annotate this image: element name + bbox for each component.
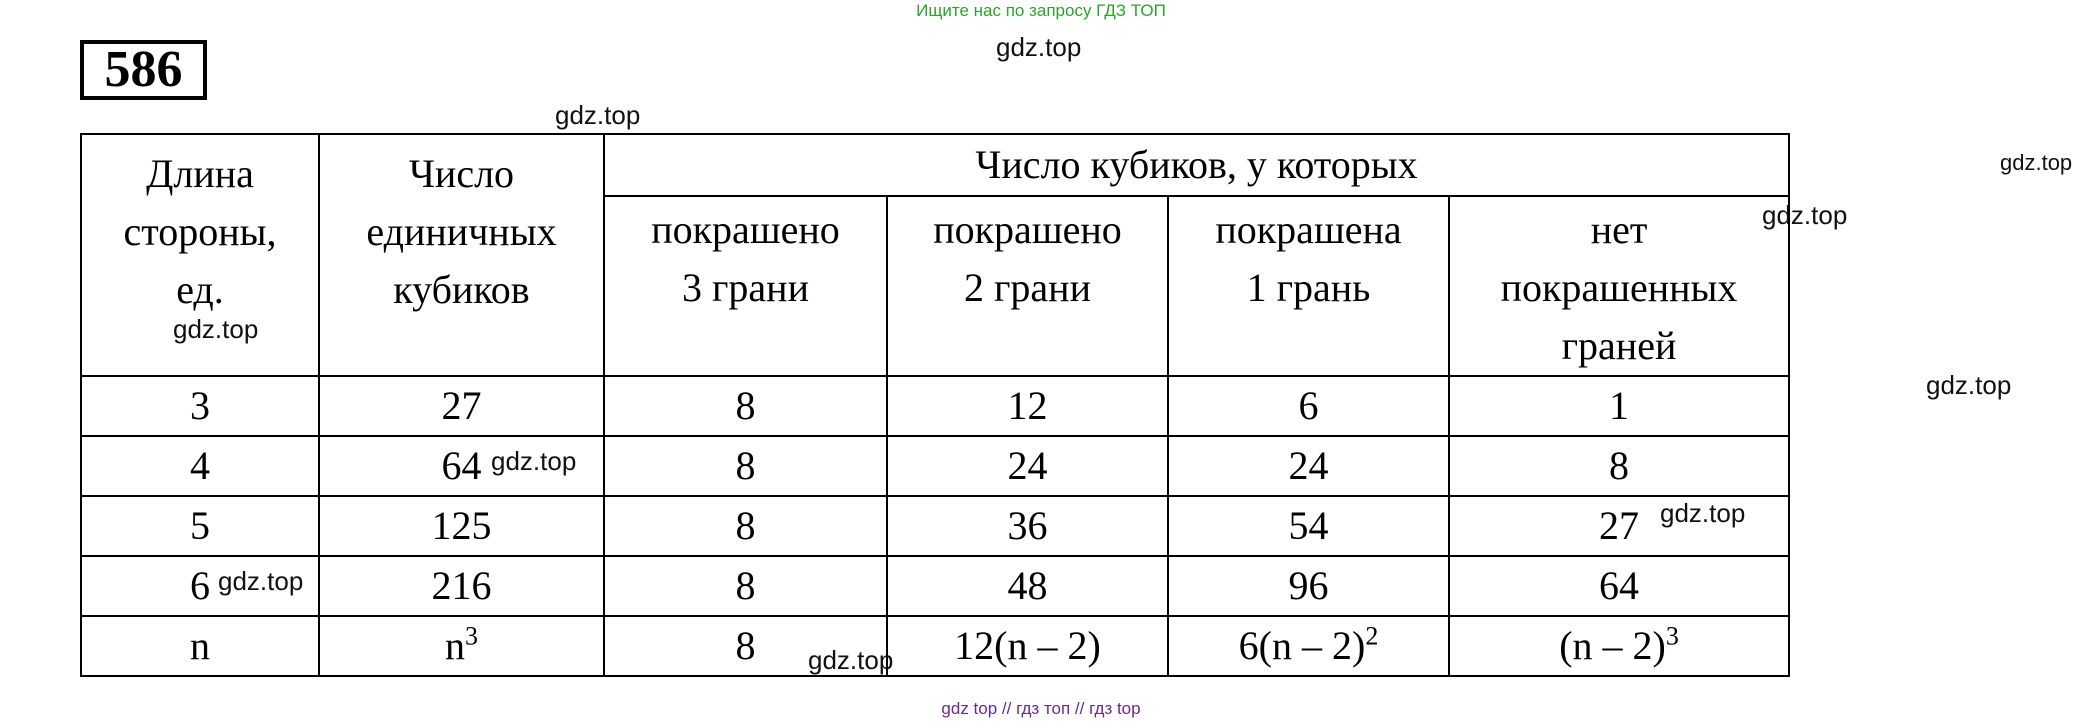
cell-three: 8	[604, 556, 887, 616]
watermark: gdz.top	[555, 100, 641, 130]
table-row	[81, 496, 1789, 556]
cell-side: 3	[81, 376, 319, 436]
cell-three: 8	[604, 436, 887, 496]
cell-two: 12(n – 2)	[887, 616, 1168, 676]
cell-none: 64	[1449, 556, 1789, 616]
cell-one: 54	[1168, 496, 1449, 556]
cell-total: 27	[319, 376, 604, 436]
header-painted-1: покрашена 1 грань	[1168, 196, 1449, 376]
watermark: gdz.top	[1926, 370, 2012, 400]
cell-total: 125	[319, 496, 604, 556]
watermark: gdz.top	[491, 446, 577, 476]
header-painted-2: покрашено 2 грани	[887, 196, 1168, 376]
cell-side: 4	[81, 436, 319, 496]
watermark: gdz.top	[1762, 200, 1848, 230]
table-row	[81, 436, 1789, 496]
table-row-general	[81, 616, 1789, 676]
cell-side: n	[81, 616, 319, 676]
cell-side: 5	[81, 496, 319, 556]
footer-links: gdz top // гдз топ // гдз top	[941, 699, 1141, 718]
cell-one: 6	[1168, 376, 1449, 436]
cell-side: 6	[81, 556, 319, 616]
watermark: gdz.top	[996, 32, 1082, 62]
watermark: gdz.top	[173, 314, 259, 344]
cell-two: 24	[887, 436, 1168, 496]
watermark: gdz.top	[2000, 150, 2073, 175]
watermark: gdz.top	[1660, 498, 1746, 528]
cell-one: 6(n – 2)$^2$	[1168, 616, 1449, 676]
cell-two: 12	[887, 376, 1168, 436]
header-unit-cubes: Число единичных кубиков	[319, 134, 604, 376]
header-group: Число кубиков, у которых	[604, 134, 1789, 196]
search-banner: Ищите нас по запросу ГДЗ ТОП	[916, 1, 1166, 20]
cell-one: 96	[1168, 556, 1449, 616]
cell-three: 8	[604, 496, 887, 556]
cell-total: $n^3$	[319, 616, 604, 676]
cell-two: 48	[887, 556, 1168, 616]
cell-three: 8	[604, 376, 887, 436]
cell-none: (n – 2)$^3$	[1449, 616, 1789, 676]
watermark: gdz.top	[218, 566, 304, 596]
cubes-table	[80, 133, 1790, 677]
header-painted-none: нет покрашенных граней	[1449, 196, 1789, 376]
problem-number: 586	[80, 40, 207, 100]
cell-none: 1	[1449, 376, 1789, 436]
table-row	[81, 376, 1789, 436]
watermark: gdz.top	[808, 645, 894, 675]
cell-none: 8	[1449, 436, 1789, 496]
cell-three: 8	[604, 616, 887, 676]
header-painted-3: покрашено 3 грани	[604, 196, 887, 376]
cell-total: 216	[319, 556, 604, 616]
cell-total: 64	[319, 436, 604, 496]
cell-one: 24	[1168, 436, 1449, 496]
header-side-length: Длина стороны, ед.	[81, 134, 319, 376]
table-row	[81, 556, 1789, 616]
cell-none: 27	[1449, 496, 1789, 556]
cell-two: 36	[887, 496, 1168, 556]
